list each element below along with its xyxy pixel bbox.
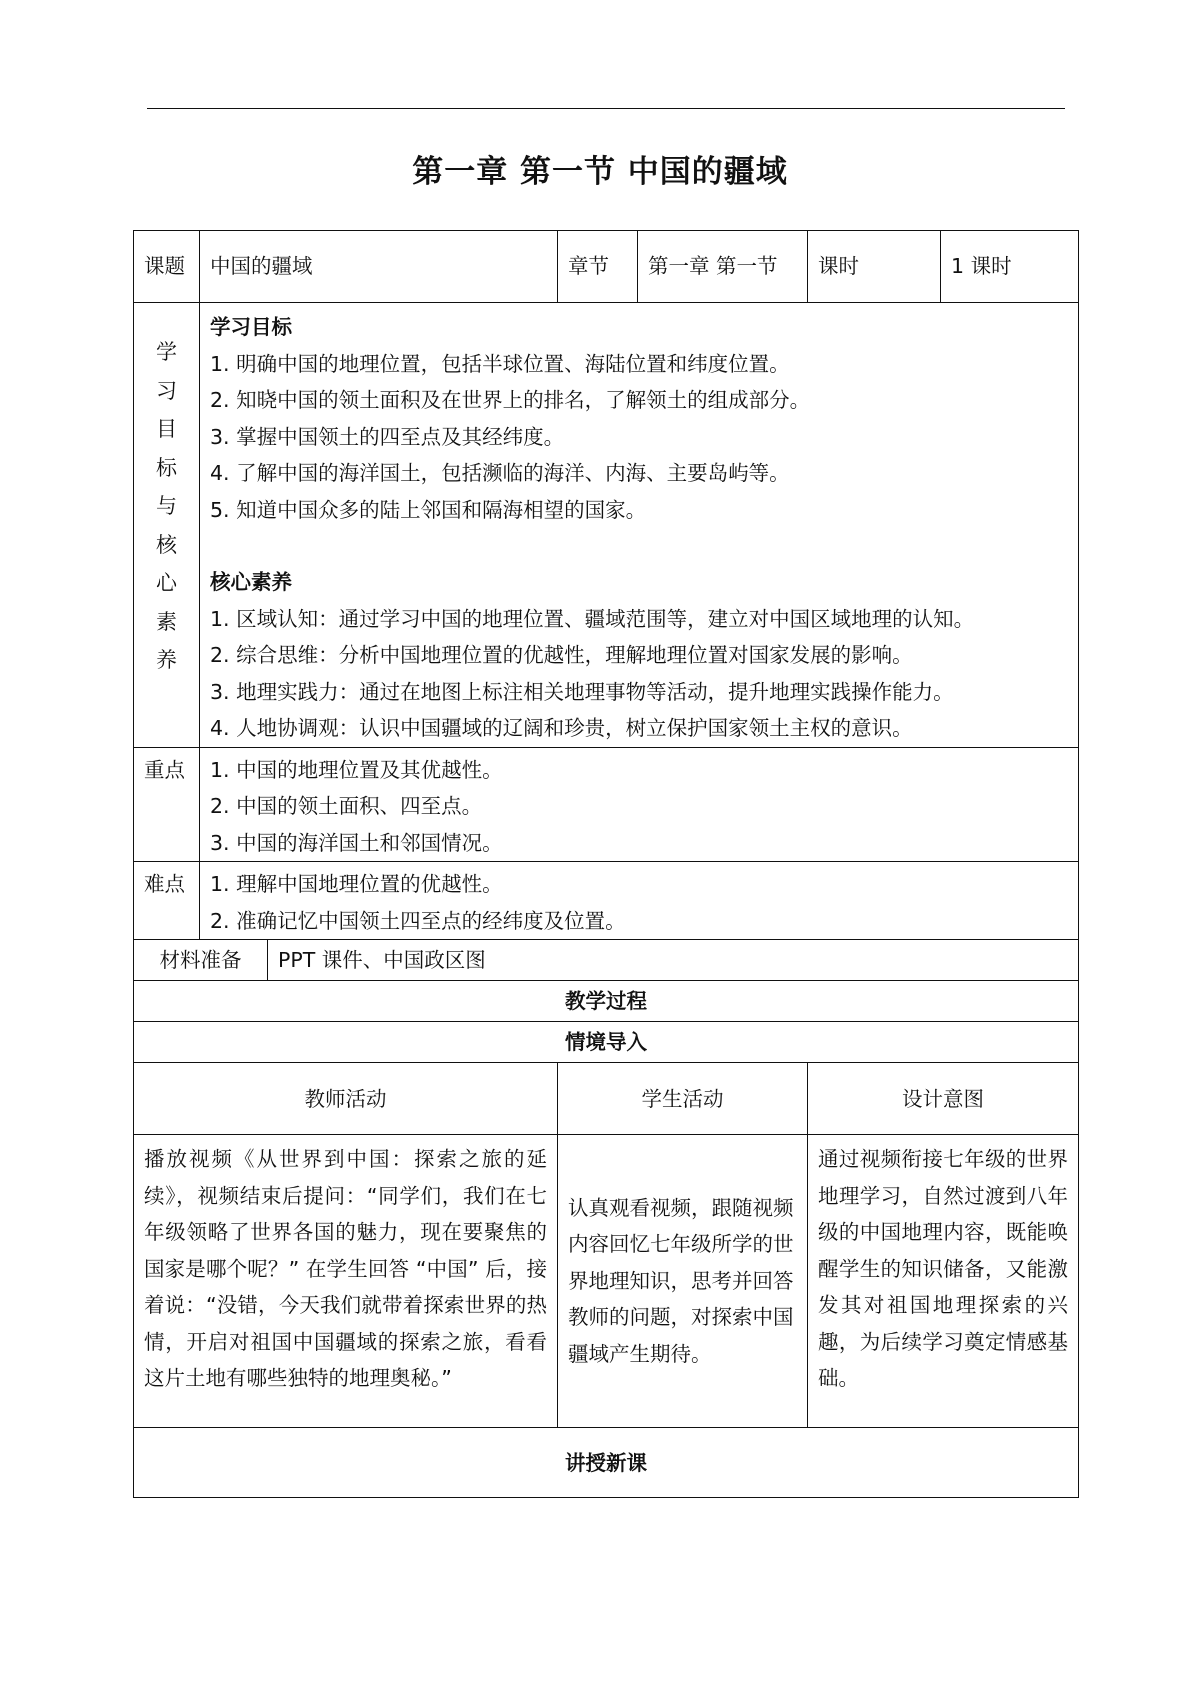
lesson-plan-table	[133, 230, 1079, 1498]
learning-goal-item: 2. 知晓中国的领土面积及在世界上的排名，了解领土的组成部分。	[210, 388, 811, 412]
intro-heading-row	[134, 1022, 1079, 1063]
learning-goal-item: 4. 了解中国的海洋国土，包括濒临的海洋、内海、主要岛屿等。	[210, 461, 790, 485]
period-label: 课时	[818, 254, 860, 278]
learning-goal-item: 5. 知道中国众多的陆上邻国和隔海相望的国家。	[210, 497, 647, 522]
learning-goal-item: 3. 掌握中国领土的四至点及其经纬度。	[210, 424, 565, 449]
header-rule	[147, 108, 1065, 109]
core-literacy-item: 1. 区域认知：通过学习中国的地理位置、疆域范围等，建立对中国区域地理的认知。	[210, 606, 975, 631]
teacher-activity-header: 教师活动	[134, 1063, 558, 1135]
teacher-activity-text: 播放视频《从世界到中国：探索之旅的延续》，视频结束后提问：“同学们，我们在七年级领略了世界各国的魅力，现在要聚焦的国家是哪个呢？” 在学生回答 “中国” 后，接着说：“没错，今天我们就带着探索世界的热情，开启对祖国中国疆域的探索之旅，看看这片土地有哪些独特的地理奥秘。”	[134, 1135, 558, 1428]
key-points-content	[200, 747, 1079, 862]
chapter-label-cell	[558, 231, 638, 303]
learning-goals-heading: 学习目标	[210, 315, 292, 339]
difficult-point-item: 1. 理解中国地理位置的优越性。	[210, 872, 503, 896]
key-point-item: 2. 中国的领土面积、四至点。	[210, 794, 483, 818]
process-heading-row	[134, 981, 1079, 1022]
key-points-row	[134, 747, 1079, 862]
design-intent-header: 设计意图	[808, 1063, 1079, 1135]
core-literacy-heading: 核心素养	[210, 570, 292, 594]
objectives-row	[134, 303, 1079, 748]
student-activity-text: 认真观看视频，跟随视频内容回忆七年级所学的世界地理知识，思考并回答教师的问题，对探索中国疆域产生期待。	[558, 1135, 808, 1428]
new-lesson-heading: 讲授新课	[134, 1428, 1079, 1498]
period-value-cell	[941, 231, 1079, 303]
core-literacy-item: 2. 综合思维：分析中国地理位置的优越性，理解地理位置对国家发展的影响。	[210, 643, 913, 667]
materials-cell	[134, 940, 1079, 981]
process-heading: 教学过程	[134, 981, 1079, 1022]
activity-header-row	[134, 1063, 1079, 1135]
topic-label: 课题	[144, 254, 185, 278]
difficult-points-label: 难点	[134, 862, 200, 940]
learning-goal-item: 1. 明确中国的地理位置，包括半球位置、海陆位置和纬度位置。	[210, 351, 790, 376]
objectives-content	[200, 303, 1079, 748]
chapter-value: 第一章 第一节	[648, 254, 778, 278]
core-literacy-item: 4. 人地协调观：认识中国疆域的辽阔和珍贵，树立保护国家领土主权的意识。	[210, 716, 913, 740]
activity-content-row	[134, 1135, 1079, 1428]
info-row	[134, 231, 1079, 303]
key-point-item: 3. 中国的海洋国土和邻国情况。	[210, 830, 503, 855]
chapter-label: 章节	[568, 254, 610, 278]
topic-value-cell	[200, 231, 558, 303]
materials-value: PPT 课件、中国政区图	[278, 948, 486, 972]
topic-value: 中国的疆域	[210, 254, 313, 278]
difficult-points-content	[200, 862, 1079, 940]
topic-label-cell	[134, 231, 200, 303]
objectives-side-label: 学 习 目 标 与 核 心 素 养	[134, 303, 200, 748]
materials-row	[134, 940, 1079, 981]
intro-heading: 情境导入	[134, 1022, 1079, 1063]
materials-label: 材料准备	[134, 940, 268, 980]
period-value: 1 课时	[951, 254, 1012, 278]
core-literacy-item: 3. 地理实践力：通过在地图上标注相关地理事物等活动，提升地理实践操作能力。	[210, 679, 954, 704]
design-intent-text: 通过视频衔接七年级的世界地理学习，自然过渡到八年级的中国地理内容，既能唤醒学生的知识储备，又能激发其对祖国地理探索的兴趣，为后续学习奠定情感基础。	[808, 1135, 1079, 1428]
difficult-point-item: 2. 准确记忆中国领土四至点的经纬度及位置。	[210, 908, 626, 933]
key-point-item: 1. 中国的地理位置及其优越性。	[210, 757, 503, 782]
new-lesson-row	[134, 1428, 1079, 1498]
document-title: 第一章 第一节 中国的疆域	[412, 154, 788, 190]
key-points-label: 重点	[134, 747, 200, 862]
difficult-points-row	[134, 862, 1079, 940]
student-activity-header: 学生活动	[558, 1063, 808, 1135]
period-label-cell	[808, 231, 941, 303]
chapter-value-cell	[638, 231, 808, 303]
